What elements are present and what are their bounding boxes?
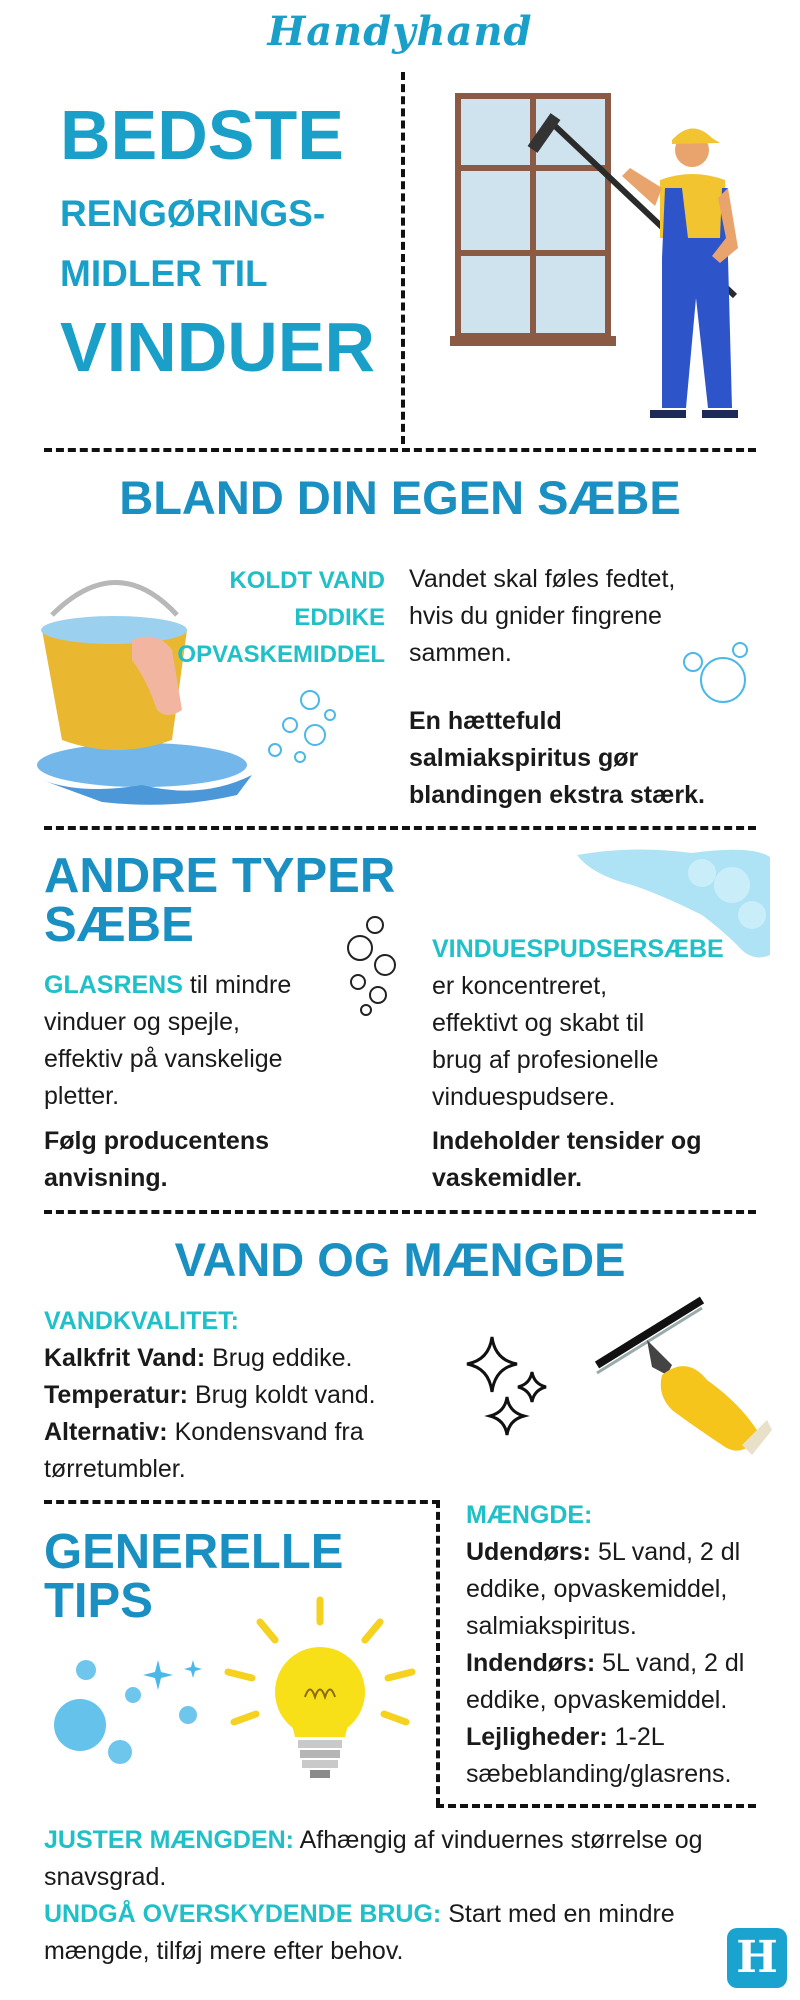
tip-label: JUSTER MÆNGDEN:	[44, 1826, 295, 1854]
section-divider-1	[44, 448, 756, 452]
mix-tip	[409, 703, 705, 814]
brand-logo: Handyhand	[267, 8, 533, 55]
window-cleaner-illustration	[450, 88, 750, 428]
title-line: GENERELLE	[44, 1525, 344, 1579]
title-line: ANDRE TYPER	[44, 849, 396, 903]
lightbulb-icon	[220, 1592, 420, 1792]
tips-list	[44, 1822, 703, 1970]
item-label: Temperatur:	[44, 1381, 189, 1409]
mix-text-line: hvis du gnider fingrene	[409, 602, 662, 630]
ingredient-item: EDDIKE	[294, 604, 385, 631]
ingredient-item: KOLDT VAND	[229, 567, 385, 594]
bubbles-icon	[48, 1640, 208, 1770]
item-text: Brug eddike.	[205, 1344, 353, 1372]
amount-item-line: salmiakspiritus.	[466, 1612, 637, 1640]
ingredient-list	[177, 562, 385, 673]
hero-divider	[401, 72, 405, 444]
section-divider-2	[44, 826, 756, 830]
amount-item-text: 5L vand, 2 dl	[595, 1649, 745, 1677]
amount-label: MÆNGDE:	[466, 1501, 593, 1529]
amount-item	[466, 1719, 744, 1756]
glass-cleaner-line: vinduer og spejle,	[44, 1008, 240, 1036]
water-quality-continuation: tørretumbler.	[44, 1455, 186, 1483]
amount-item-line: eddike, opvaskemiddel.	[466, 1686, 728, 1714]
tip-item	[44, 1822, 703, 1859]
hero-title-line2: RENGØRINGS-	[60, 193, 326, 234]
tip-label: UNDGÅ OVERSKYDENDE BRUG:	[44, 1900, 442, 1928]
title-line: TIPS	[44, 1574, 153, 1628]
amount-item	[466, 1534, 744, 1571]
item-text: Brug koldt vand.	[188, 1381, 376, 1409]
mix-tip-line: En hættefuld	[409, 707, 562, 735]
water-quality-item	[44, 1414, 376, 1451]
amount-item-label: Indendørs:	[466, 1649, 596, 1677]
mix-text-line: sammen.	[409, 639, 512, 667]
hero-title-line1: BEDSTE	[60, 96, 344, 174]
window-icon	[450, 96, 616, 346]
glass-cleaner-line: effektiv på vanskelige	[44, 1045, 283, 1073]
tips-bottom-divider	[436, 1804, 756, 1808]
glass-cleaner-note	[44, 1123, 269, 1197]
section-title-water: VAND OG MÆNGDE	[174, 1233, 626, 1286]
glass-cleaner-block	[44, 967, 291, 1115]
bubbles-icon	[340, 910, 410, 1020]
tip-text: Afhængig af vinduernes størrelse og	[294, 1826, 703, 1854]
note-line: Følg producentens	[44, 1127, 269, 1155]
amount-item-line: sæbeblanding/glasrens.	[466, 1760, 732, 1788]
amount-item-text: 1-2L	[607, 1723, 665, 1751]
window-soap-line: vinduespudsere.	[432, 1083, 616, 1111]
tips-vertical-divider	[436, 1500, 440, 1806]
amount-item	[466, 1645, 744, 1682]
window-soap-label: VINDUESPUDSERSÆBE	[432, 935, 724, 963]
glass-cleaner-line: pletter.	[44, 1082, 120, 1110]
note-line: Indeholder tensider og	[432, 1127, 702, 1155]
sparkle-icon	[462, 1332, 562, 1442]
glass-cleaner-label: GLASRENS	[44, 971, 183, 999]
ingredient-item: OPVASKEMIDDEL	[177, 641, 385, 668]
mix-tip-line: blandingen ekstra stærk.	[409, 781, 705, 809]
item-text: Kondensvand fra	[167, 1418, 364, 1446]
note-line: anvisning.	[44, 1164, 168, 1192]
tips-top-divider	[44, 1500, 440, 1504]
window-soap-line: er koncentreret,	[432, 972, 608, 1000]
section-divider-3	[44, 1210, 756, 1214]
mix-text-line: Vandet skal føles fedtet,	[409, 565, 676, 593]
hero-title-line4: VINDUER	[60, 308, 376, 386]
mix-description	[409, 561, 675, 672]
section-title-mix: BLAND DIN EGEN SÆBE	[119, 471, 681, 524]
amount-block	[466, 1497, 744, 1793]
water-quality-block	[44, 1303, 376, 1488]
squeegee-icon	[592, 1295, 772, 1465]
tip-continuation: snavsgrad.	[44, 1863, 167, 1891]
water-quality-item	[44, 1340, 376, 1377]
bubbles-icon	[255, 685, 345, 775]
item-label: Alternativ:	[44, 1418, 168, 1446]
title-line: SÆBE	[44, 898, 194, 952]
window-soap-block	[432, 931, 724, 1116]
window-soap-note	[432, 1123, 701, 1197]
water-quality-item	[44, 1377, 376, 1414]
amount-item-line: eddike, opvaskemiddel,	[466, 1575, 728, 1603]
glass-cleaner-text: til mindre	[182, 971, 292, 999]
hero-title-line3: MIDLER TIL	[60, 253, 268, 294]
mix-tip-line: salmiakspiritus gør	[409, 744, 639, 772]
tip-text: Start med en mindre	[441, 1900, 675, 1928]
water-quality-label: VANDKVALITET:	[44, 1307, 239, 1335]
item-label: Kalkfrit Vand:	[44, 1344, 206, 1372]
tip-item	[44, 1896, 703, 1933]
amount-item-label: Lejligheder:	[466, 1723, 608, 1751]
window-soap-line: brug af profesionelle	[432, 1046, 659, 1074]
glass-cleaner-first-line	[44, 967, 291, 1004]
amount-item-text: 5L vand, 2 dl	[591, 1538, 741, 1566]
note-line: vaskemidler.	[432, 1164, 583, 1192]
amount-item-label: Udendørs:	[466, 1538, 591, 1566]
window-soap-line: effektivt og skabt til	[432, 1009, 645, 1037]
tip-continuation: mængde, tilføj mere efter behov.	[44, 1937, 404, 1965]
bubbles-icon	[678, 640, 758, 720]
logo-badge-icon: H	[727, 1928, 787, 1988]
